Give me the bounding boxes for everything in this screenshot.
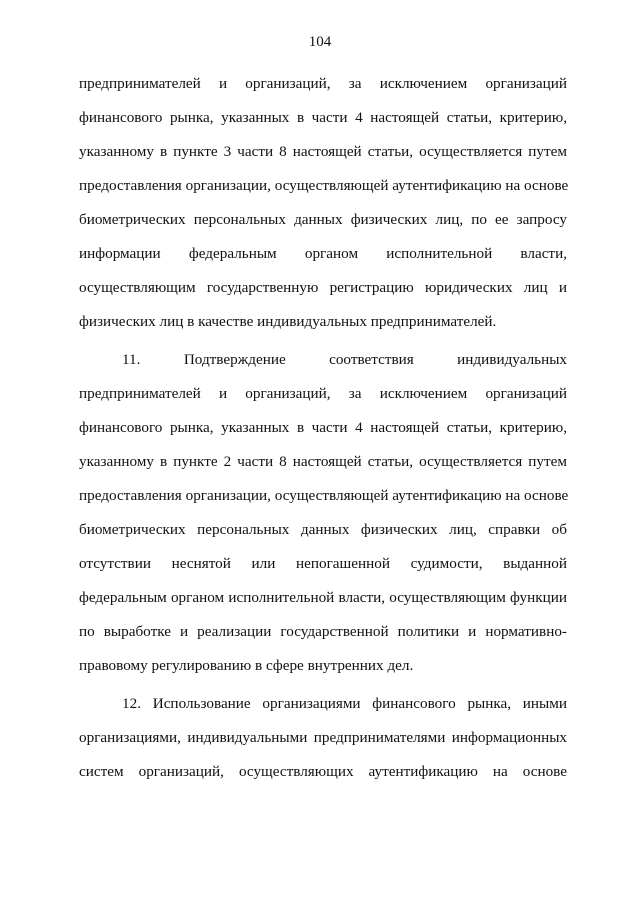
text-line: предпринимателей и организаций, за исключением организаций [79,385,567,402]
text-line: биометрических персональных данных физических лиц, справки об [79,521,567,538]
text-line: организациями, индивидуальными предпринимателями информационных [79,729,567,746]
text-line: осуществляющим государственную регистрацию юридических лиц и [79,279,567,296]
text-line: по выработке и реализации государственной политики и нормативно- [79,623,567,640]
page-number: 104 [308,34,332,50]
text-line: биометрических персональных данных физических лиц, по ее запросу [79,211,567,228]
text-line: предпринимателей и организаций, за исключением организаций [79,75,567,92]
text-line: 11. Подтверждение соответствия индивидуальных [122,351,567,368]
text-line: федеральным органом исполнительной власти, осуществляющим функции [79,589,567,606]
text-line: отсутствии неснятой или непогашенной судимости, выданной [79,555,567,572]
text-line: предоставления организации, осуществляющей аутентификацию на основе [79,487,569,504]
text-line: предоставления организации, осуществляющей аутентификацию на основе [79,177,569,194]
text-line: указанному в пункте 2 части 8 настоящей статьи, осуществляется путем [79,453,567,470]
paragraph-11 [79,343,567,683]
paragraph-continuation [79,67,567,339]
text-line: информации федеральным органом исполнительной власти, [79,245,567,262]
text-line: систем организаций, осуществляющих аутентификацию на основе [79,763,567,780]
text-line: финансового рынка, указанных в части 4 настоящей статьи, критерию, [79,419,567,436]
text-line: указанному в пункте 3 части 8 настоящей статьи, осуществляется путем [79,143,567,160]
text-line: правовому регулированию в сфере внутренних дел. [79,657,414,674]
text-line: финансового рынка, указанных в части 4 настоящей статьи, критерию, [79,109,567,126]
text-line: физических лиц в качестве индивидуальных предпринимателей. [79,313,497,330]
text-line: 12. Использование организациями финансового рынка, иными [122,695,567,712]
paragraph-12 [79,687,567,789]
